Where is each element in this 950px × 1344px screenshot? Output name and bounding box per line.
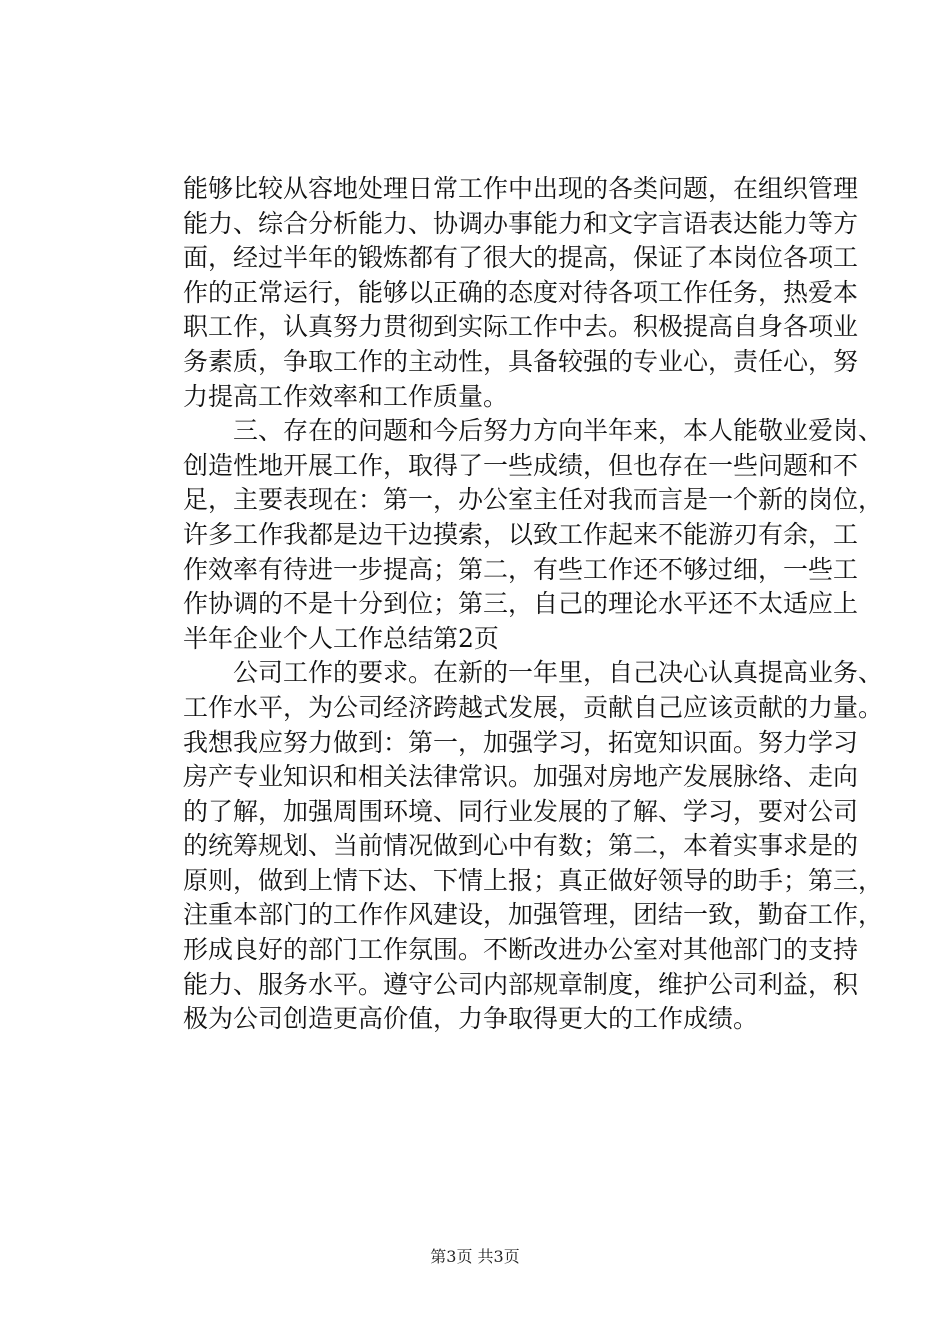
text-line: 的了解，加强周围环境、同行业发展的了解、学习，要对公司 — [183, 796, 859, 826]
text-line: 极为公司创造更高价值，力争取得更大的工作成绩。 — [183, 1004, 759, 1034]
text-line: 我想我应努力做到：第一，加强学习，拓宽知识面。努力学习 — [183, 727, 859, 757]
text-line: 能够比较从容地处理日常工作中出现的各类问题，在组织管理 — [183, 174, 859, 203]
text-line: 作的正常运行，能够以正确的态度对待各项工作任务，热爱本 — [183, 277, 859, 307]
text-line: 三、存在的问题和今后努力方向半年来，本人能敬业爱岗、 — [183, 416, 884, 446]
text-line: 注重本部门的工作作风建设，加强管理，团结一致，勤奋工作， — [183, 900, 884, 930]
text-line: 原则，做到上情下达、下情上报；真正做好领导的助手；第三， — [183, 865, 884, 895]
text-line: 工作水平，为公司经济跨越式发展，贡献自己应该贡献的力量。 — [183, 692, 884, 722]
text-line: 能力、综合分析能力、协调办事能力和文字言语表达能力等方 — [183, 208, 859, 238]
text-line: 能力、服务水平。遵守公司内部规章制度，维护公司利益，积 — [183, 969, 859, 999]
text-line: 力提高工作效率和工作质量。 — [183, 381, 509, 411]
text-line: 足，主要表现在：第一，办公室主任对我而言是一个新的岗位， — [183, 485, 884, 515]
text-line: 的统筹规划、当前情况做到心中有数；第二，本着实事求是的 — [183, 831, 859, 861]
page-number-footer: 第3页 共3页 — [430, 1247, 520, 1266]
text-line: 职工作，认真努力贯彻到实际工作中去。积极提高自身各项业 — [183, 312, 859, 342]
text-line: 作协调的不是十分到位；第三，自己的理论水平还不太适应上 — [183, 589, 859, 619]
document-body — [183, 172, 884, 1037]
text-line: 半年企业个人工作总结第2页 — [183, 623, 499, 653]
text-line: 面，经过半年的锻炼都有了很大的提高，保证了本岗位各项工 — [183, 243, 859, 273]
text-line: 创造性地开展工作，取得了一些成绩，但也存在一些问题和不 — [183, 450, 859, 480]
text-line: 公司工作的要求。在新的一年里，自己决心认真提高业务、 — [183, 658, 884, 688]
text-line: 房产专业知识和相关法律常识。加强对房地产发展脉络、走向 — [183, 762, 859, 792]
text-line: 许多工作我都是边干边摸索，以致工作起来不能游刃有余，工 — [183, 519, 859, 549]
text-line: 务素质，争取工作的主动性，具备较强的专业心，责任心，努 — [183, 346, 859, 376]
text-line: 形成良好的部门工作氛围。不断改进办公室对其他部门的支持 — [183, 935, 859, 965]
text-line: 作效率有待进一步提高；第二，有些工作还不够过细，一些工 — [183, 554, 859, 584]
